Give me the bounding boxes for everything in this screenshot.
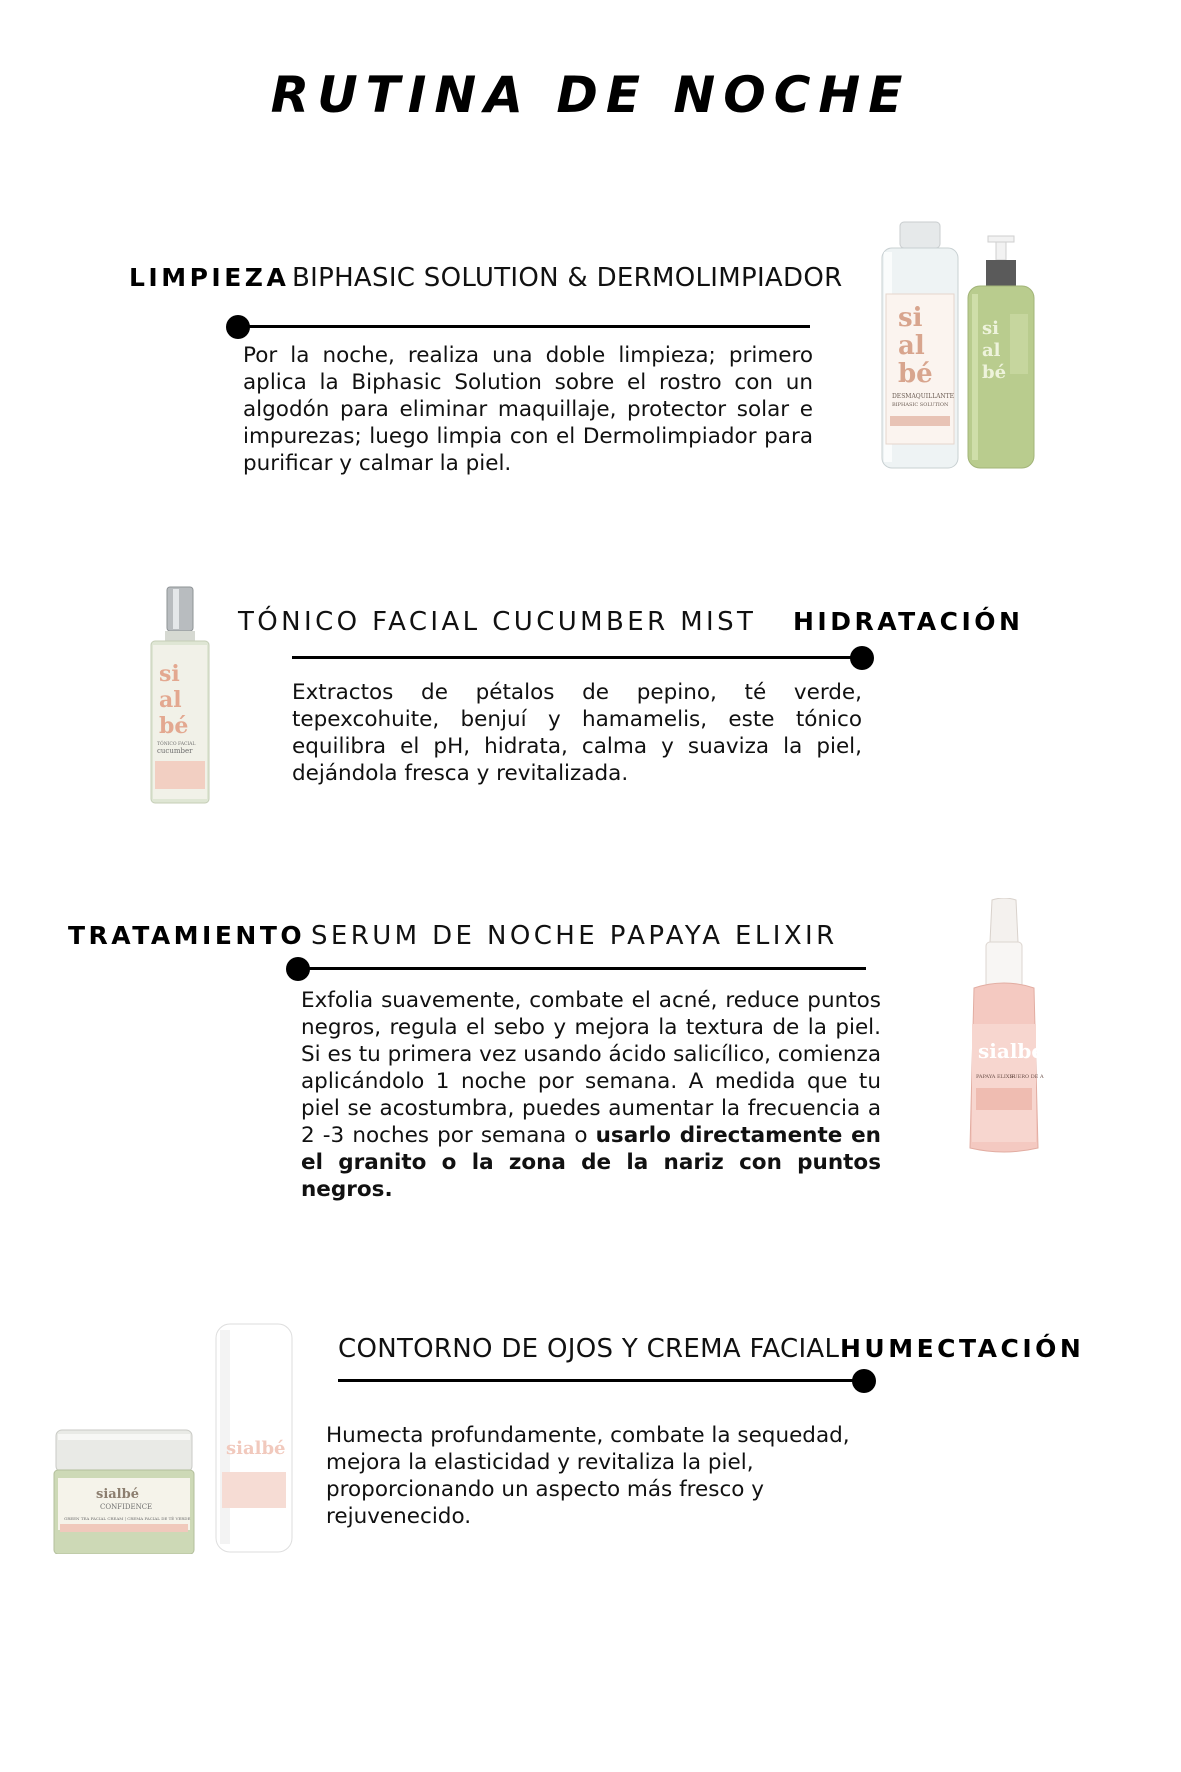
cucumber-mist-product-image [145, 585, 215, 807]
image-label-text: DESMAQUILLANTE [892, 393, 955, 400]
step-category: HIDRATACIÓN [793, 607, 1024, 636]
step-description: Humecta profundamente, combate la sequedad, mejora la elasticidad y revitaliza la piel, proporcionando un aspecto más fresco y rejuvenecido. [326, 1423, 850, 1529]
svg-text:bé: bé [982, 362, 1007, 383]
step-product-name: CONTORNO DE OJOS Y CREMA FACIAL [338, 1334, 840, 1364]
page-title: RUTINA DE NOCHE [270, 66, 911, 124]
brand-logo-text: sialbé [96, 1487, 139, 1502]
svg-text:si: si [982, 318, 999, 339]
step-description: Extractos de pétalos de pepino, té verde, tepexcohuite, benjuí y hamamelis, este tónico equilibra el pH, hidrata, calma y suaviza la piel, dejándola fresca y revitalizada. [292, 680, 862, 786]
step-description [301, 987, 881, 1203]
biphasic-dermolimpiador-product-image [870, 214, 1060, 474]
svg-text:al: al [159, 687, 182, 713]
timeline-line [238, 325, 810, 328]
image-label-text: TÓNICO FACIAL [157, 742, 196, 747]
svg-text:bé: bé [898, 359, 933, 389]
step-product-name: TÓNICO FACIAL CUCUMBER MIST [238, 607, 757, 637]
image-label-text: SUERO DE A [1010, 1074, 1044, 1080]
eye-contour-and-facial-cream-image [52, 1322, 312, 1554]
timeline-dot [852, 1369, 876, 1393]
papaya-elixir-serum-image [962, 898, 1046, 1156]
svg-text:al: al [898, 331, 925, 361]
image-label-text: BIPHASIC SOLUTION [892, 402, 949, 408]
image-label-text: cucumber [157, 747, 193, 755]
step-description: Por la noche, realiza una doble limpieza; primero aplica la Biphasic Solution sobre el rostro con un algodón para eliminar maquillaje, protector solar e impurezas; luego limpia con el Dermolimpiador para purificar y calmar la piel. [243, 343, 813, 476]
svg-text:si: si [159, 661, 180, 687]
brand-logo-text: sialbé [978, 1039, 1045, 1063]
svg-text:al: al [982, 340, 1001, 361]
timeline-line [292, 656, 860, 659]
timeline-line [298, 967, 866, 970]
image-label-text: GREEN TEA FACIAL CREAM | CREMA FACIAL DE TÉ VERDE [64, 1516, 191, 1521]
step-category: TRATAMIENTO [68, 921, 306, 950]
description-emphasis: usarlo directamente en el granito o la zona de la nariz con puntos negros. [301, 1123, 881, 1202]
timeline-dot [850, 646, 874, 670]
step-category: LIMPIEZA [129, 263, 290, 292]
svg-text:si: si [898, 303, 923, 333]
svg-text:bé: bé [159, 713, 189, 739]
description-text: Exfolia suavemente, combate el acné, reduce puntos negros, regula el sebo y mejora la textura de la piel. Si es tu primera vez usando ácido salicílico, comienza aplicándolo 1 noche por semana. A medida que tu piel se acostumbra, puedes aumentar la frecuencia a 2 -3 noches por semana o [301, 988, 881, 1148]
svg-text:sialbé: sialbé [226, 1438, 286, 1459]
step-product-name: BIPHASIC SOLUTION & DERMOLIMPIADOR [292, 263, 843, 293]
image-label-text: CONFIDENCE [100, 1503, 153, 1511]
step-product-name: SERUM DE NOCHE PAPAYA ELIXIR [311, 921, 838, 951]
timeline-line [338, 1379, 862, 1382]
step-category: HUMECTACIÓN [840, 1334, 1085, 1363]
image-label-text: PAPAYA ELIXIR [976, 1074, 1016, 1080]
